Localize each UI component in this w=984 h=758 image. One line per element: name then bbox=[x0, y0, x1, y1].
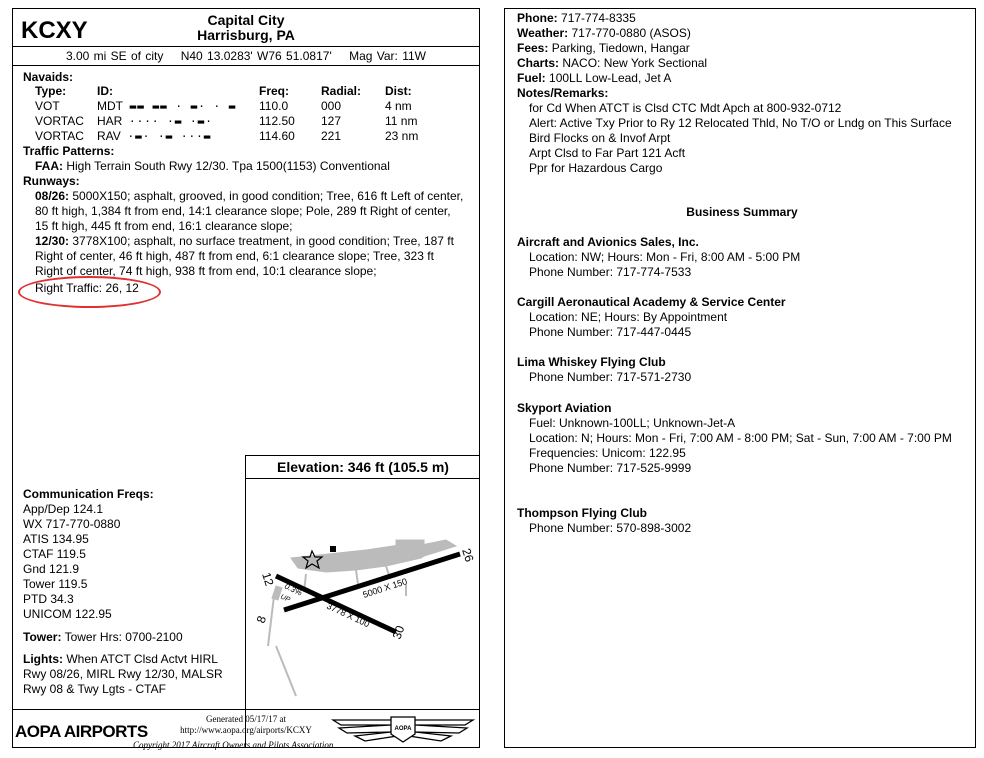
runway-id: 12/30: bbox=[35, 234, 70, 248]
navaid-type: VORTAC bbox=[35, 129, 84, 143]
generated-info bbox=[171, 714, 321, 736]
footer bbox=[13, 709, 479, 750]
runway-08-26 bbox=[35, 189, 465, 234]
navaid-row bbox=[35, 99, 418, 114]
header-divider-2 bbox=[13, 65, 479, 66]
navaid-id-text: RAV bbox=[97, 129, 121, 143]
airport-id: KCXY bbox=[21, 17, 88, 44]
navaids-title: Navaids: bbox=[23, 70, 74, 84]
runways-title: Runways: bbox=[23, 174, 80, 188]
coordinates: N40 13.0283' W76 51.0817' bbox=[180, 49, 332, 63]
weather bbox=[517, 26, 967, 41]
lights-text: When ATCT Clsd Actvt HIRL bbox=[66, 652, 218, 666]
generated-url[interactable]: http://www.aopa.org/airports/KCXY bbox=[180, 725, 312, 735]
business-entry bbox=[517, 235, 967, 280]
airport-diagram bbox=[246, 536, 479, 736]
tower-hours bbox=[23, 630, 243, 645]
navaid-id-text: HAR bbox=[97, 114, 123, 128]
navaid-row bbox=[35, 114, 418, 129]
slope-dir: UP bbox=[279, 593, 291, 604]
navaid-freq: 110.0 bbox=[259, 99, 289, 113]
tower-text: Tower Hrs: 0700-2100 bbox=[64, 630, 183, 644]
lights-line3: Rwy 08 & Twy Lgts - CTAF bbox=[23, 682, 166, 696]
business-line: Location: NW; Hours: Mon - Fri, 8:00 AM - 5:00 PM bbox=[529, 250, 801, 264]
business-line: Phone Number: 717-774-7533 bbox=[529, 265, 692, 279]
runway-desc: 5000X150; asphalt, grooved, in good condition; Tree, 616 ft Left of center, 80 ft high, 1,384 ft from end, 14:1 clearance slope; Pole, 289 ft Right of center, 15 ft high, 445 ft from end, 16:1 clearance slope; bbox=[35, 189, 464, 233]
comm-item: UNICOM 122.95 bbox=[23, 607, 112, 621]
note-item: Arpt Clsd to Far Part 121 Acft bbox=[529, 146, 686, 160]
runway-end-8: 8 bbox=[253, 613, 270, 626]
weather-label: Weather: bbox=[517, 26, 569, 40]
fuel-label: Fuel: bbox=[517, 71, 546, 85]
airport-name-line1: Capital City bbox=[207, 12, 285, 28]
notes-list bbox=[517, 101, 961, 176]
navaid-radial: 000 bbox=[321, 99, 342, 113]
navaid-dist: 23 nm bbox=[385, 129, 419, 143]
airport-name bbox=[13, 13, 479, 43]
traffic-faa-text: High Terrain South Rwy 12/30. Tpa 1500(1153) Conventional bbox=[66, 159, 390, 173]
generated-date: Generated 05/17/17 at bbox=[206, 714, 286, 724]
business-name: Cargill Aeronautical Academy & Service Center bbox=[517, 295, 786, 309]
airport-details-panel bbox=[504, 8, 976, 748]
navaid-dist: 4 nm bbox=[385, 99, 412, 113]
business-line: Location: N; Hours: Mon - Fri, 7:00 AM - 8:00 PM; Sat - Sun, 7:00 AM - 7:00 PM bbox=[529, 431, 952, 445]
lights bbox=[23, 652, 243, 697]
business-name: Thompson Flying Club bbox=[517, 506, 647, 520]
business-name: Skyport Aviation bbox=[517, 401, 612, 415]
navaid-row bbox=[35, 129, 418, 144]
fuel bbox=[517, 71, 967, 86]
charts-value: NACO: New York Sectional bbox=[562, 56, 708, 70]
runway-08-26-dims: 5000 X 150 bbox=[361, 576, 409, 600]
business-line: Phone Number: 717-571-2730 bbox=[529, 370, 692, 384]
runway-id: 08/26: bbox=[35, 189, 70, 203]
runway-12-30 bbox=[35, 234, 465, 279]
runway-end-12: 12 bbox=[259, 570, 277, 588]
business-line: Phone Number: 717-525-9999 bbox=[529, 461, 692, 475]
navaid-id bbox=[97, 114, 259, 129]
col-dist: Dist: bbox=[385, 84, 412, 98]
comm-item: App/Dep 124.1 bbox=[23, 502, 104, 516]
col-freq: Freq: bbox=[259, 84, 289, 98]
comm-freqs bbox=[23, 487, 243, 622]
col-id: ID: bbox=[97, 84, 113, 98]
note-item: for Cd When ATCT is Clsd CTC Mdt Apch at 800-932-0712 bbox=[529, 101, 842, 115]
runway-12-30-dims: 3778 X 100 bbox=[325, 600, 372, 630]
tower-label: Tower: bbox=[23, 630, 62, 644]
note-item: Alert: Active Txy Prior to Ry 12 Relocated Thld, No T/O or Lndg on This Surface bbox=[529, 116, 952, 130]
navaids-header-row bbox=[35, 84, 418, 99]
airport-name-line2: Harrisburg, PA bbox=[197, 27, 295, 43]
col-radial: Radial: bbox=[321, 84, 362, 98]
navaid-type: VORTAC bbox=[35, 114, 84, 128]
business-summary-title: Business Summary bbox=[686, 205, 798, 219]
business-name: Lima Whiskey Flying Club bbox=[517, 355, 666, 369]
wings-text: AOPA bbox=[394, 726, 412, 732]
comm-item: ATIS 134.95 bbox=[23, 532, 89, 546]
aopa-wings-logo bbox=[331, 714, 476, 746]
header-divider bbox=[13, 46, 479, 47]
phone bbox=[517, 11, 967, 26]
navaid-id bbox=[97, 129, 259, 144]
charts bbox=[517, 56, 967, 71]
col-type: Type: bbox=[35, 84, 67, 98]
comm-item: WX 717-770-0880 bbox=[23, 517, 121, 531]
traffic-title: Traffic Patterns: bbox=[23, 144, 115, 158]
morse-code: ▬▬ ▬▬ · ▬· · ▬ bbox=[129, 100, 237, 113]
comm-item: Tower 119.5 bbox=[23, 577, 88, 591]
distance: 3.00 mi SE of city bbox=[65, 49, 164, 63]
mag-var: Mag Var: 11W bbox=[349, 49, 426, 63]
business-entry bbox=[517, 506, 967, 536]
navaid-type: VOT bbox=[35, 99, 60, 113]
navaid-id bbox=[97, 99, 259, 114]
lights-line2: Rwy 08/26, MIRL Rwy 12/30, MALSR bbox=[23, 667, 223, 681]
slope-value: 0.3% bbox=[283, 581, 304, 598]
lights-label: Lights: bbox=[23, 652, 63, 666]
runway-end-30: 30 bbox=[389, 623, 408, 642]
lights-line1 bbox=[23, 652, 243, 667]
comm-title: Communication Freqs: bbox=[23, 487, 154, 501]
right-traffic: Right Traffic: 26, 12 bbox=[35, 281, 139, 295]
notes-title: Notes/Remarks: bbox=[517, 86, 609, 100]
note-item: Ppr for Hazardous Cargo bbox=[529, 161, 663, 175]
business-line: Phone Number: 570-898-3002 bbox=[529, 521, 692, 535]
morse-code: ·▬· ·▬ ···▬ bbox=[127, 130, 212, 143]
elevation: Elevation: 346 ft (105.5 m) bbox=[246, 456, 480, 479]
runway-end-26: 26 bbox=[459, 546, 477, 564]
navaid-radial: 127 bbox=[321, 114, 342, 128]
business-entry bbox=[517, 295, 967, 340]
business-line: Phone Number: 717-447-0445 bbox=[529, 325, 692, 339]
business-entry bbox=[517, 401, 957, 476]
traffic-faa bbox=[35, 159, 465, 174]
weather-value: 717-770-0880 (ASOS) bbox=[571, 26, 691, 40]
comm-item: PTD 34.3 bbox=[23, 592, 74, 606]
fees-label: Fees: bbox=[517, 41, 549, 55]
fuel-value: 100LL Low-Lead, Jet A bbox=[549, 71, 672, 85]
highlight-circle bbox=[18, 276, 161, 308]
fees-value: Parking, Tiedown, Hangar bbox=[551, 41, 690, 55]
runway-desc: 3778X100; asphalt, no surface treatment, in good condition; Tree, 187 ft Right of center, 46 ft high, 487 ft from end, 6:1 clearance slope; Tree, 323 ft Right of center, 74 ft high, 938 ft from end, 10:1 clearance slope; bbox=[35, 234, 454, 278]
phone-label: Phone: bbox=[517, 11, 558, 25]
navaids-table bbox=[35, 84, 418, 144]
traffic-faa-label: FAA: bbox=[35, 159, 63, 173]
fees bbox=[517, 41, 967, 56]
aopa-logo: AOPA AIRPORTS bbox=[15, 722, 148, 741]
navaid-id-text: MDT bbox=[97, 99, 123, 113]
diagram-box bbox=[245, 455, 480, 748]
navaid-freq: 112.50 bbox=[259, 114, 295, 128]
business-line: Fuel: Unknown-100LL; Unknown-Jet-A bbox=[529, 416, 736, 430]
comm-item: CTAF 119.5 bbox=[23, 547, 86, 561]
morse-code: ···· ·▬ ·▬· bbox=[129, 115, 213, 128]
business-line: Frequencies: Unicom: 122.95 bbox=[529, 446, 686, 460]
tower-icon bbox=[330, 546, 336, 552]
business-name: Aircraft and Avionics Sales, Inc. bbox=[517, 235, 699, 249]
phone-value: 717-774-8335 bbox=[561, 11, 636, 25]
navaid-radial: 221 bbox=[321, 129, 342, 143]
charts-label: Charts: bbox=[517, 56, 560, 70]
airport-info-panel bbox=[12, 8, 480, 748]
comm-item: Gnd 121.9 bbox=[23, 562, 80, 576]
note-item: Bird Flocks on & Invof Arpt bbox=[529, 131, 671, 145]
navaid-freq: 114.60 bbox=[259, 129, 295, 143]
copyright: Copyright 2017 Aircraft Owners and Pilots Association bbox=[133, 740, 334, 750]
business-line: Location: NE; Hours: By Appointment bbox=[529, 310, 728, 324]
business-entry bbox=[517, 355, 967, 385]
location-line bbox=[13, 49, 479, 63]
navaid-dist: 11 nm bbox=[385, 114, 418, 128]
